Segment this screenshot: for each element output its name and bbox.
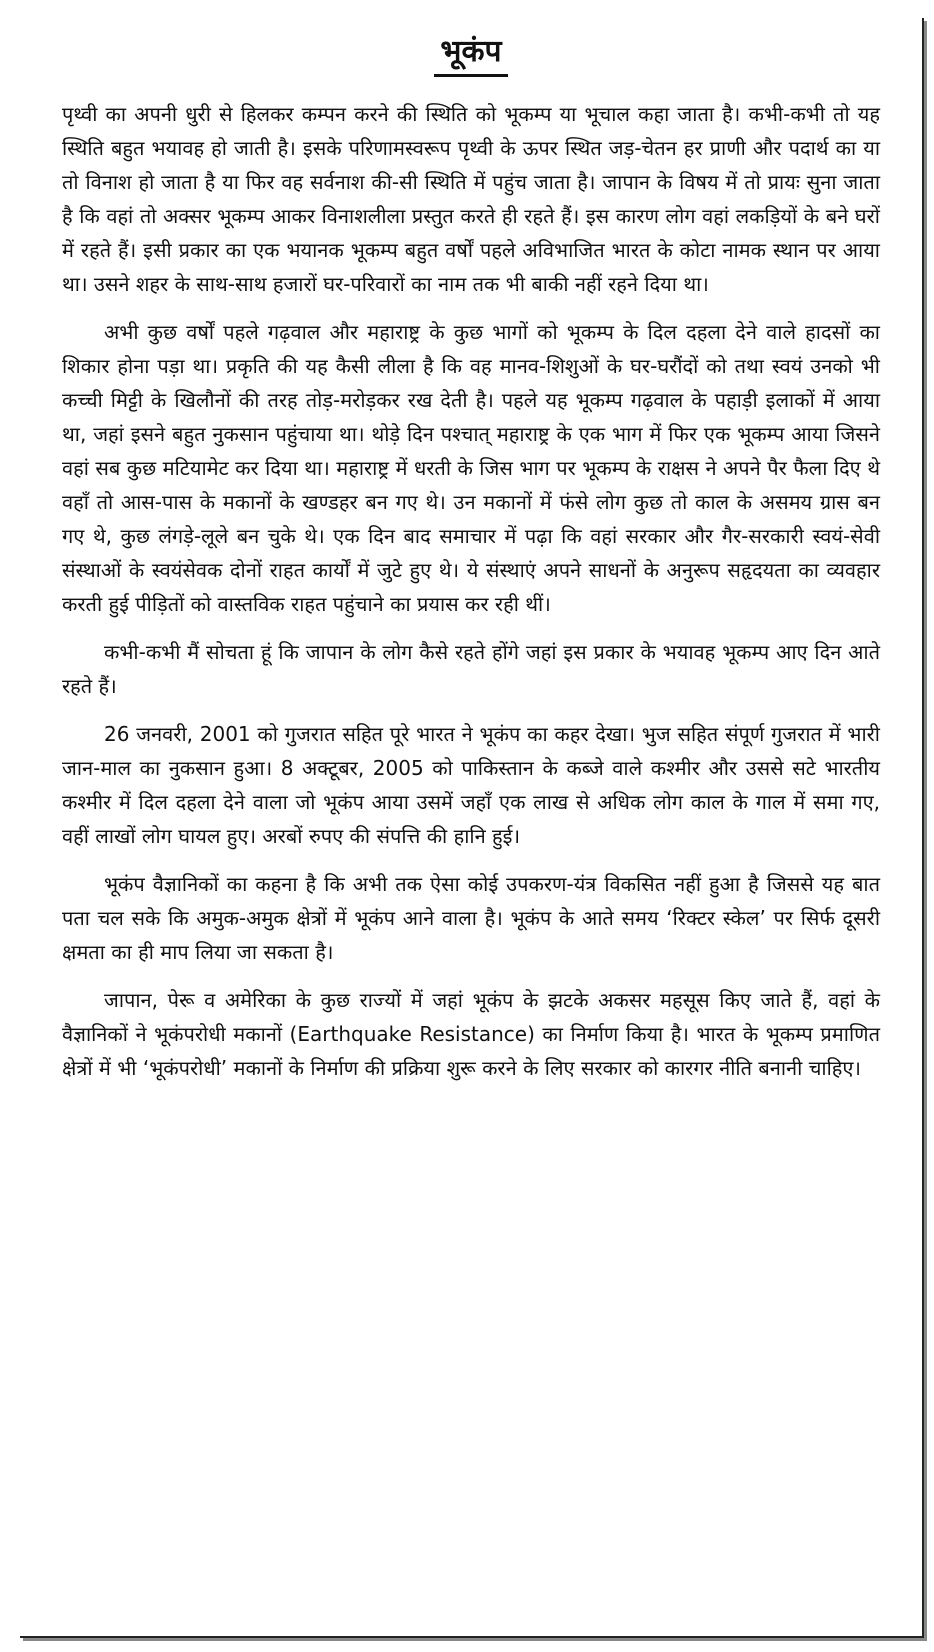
paragraph-6: जापान, पेरू व अमेरिका के कुछ राज्यों में जहां भूकंप के झटके अकसर महसूस किए जाते हैं, वहां के वैज्ञानिकों ने भूकंपरोधी मकानों (Earthquake Resistance) का निर्माण किया है। भारत के भूकम्प प्रमाणित क्षेत्रों में भी ‘भूकंपरोधी’ मकानों के निर्माण की प्रक्रिया शुरू करने के लिए सरकार को कारगर नीति बनानी चाहिए। bbox=[62, 988, 880, 1080]
paragraph-1: पृथ्वी का अपनी धुरी से हिलकर कम्पन करने की स्थिति को भूकम्प या भूचाल कहा जाता है। कभी-कभी तो यह स्थिति बहुत भयावह हो जाती है। इसके परिणामस्वरूप पृथ्वी के ऊपर स्थित जड़-चेतन हर प्राणी और पदार्थ का या तो विनाश हो जाता है या फिर वह सर्वनाश की-सी स्थिति में पहुंच जाता है। जापान के विषय में तो प्रायः सुना जाता है कि वहां तो अक्सर भूकम्प आकर विनाशलीला प्रस्तुत करते ही रहते हैं। इस कारण लोग वहां लकड़ियों के बने घरों में रहते हैं। इसी प्रकार का एक भयानक भूकम्प बहुत वर्षों पहले अविभाजित भारत के कोटा नामक स्थान पर आया था। उसने शहर के साथ-साथ हजारों घर-परिवारों का नाम तक भी बाकी नहीं रहने दिया था। bbox=[62, 102, 880, 296]
page-title: भूकंप bbox=[434, 32, 507, 77]
document-page bbox=[20, 18, 924, 1638]
document-body bbox=[20, 97, 922, 1085]
paragraph-3: कभी-कभी मैं सोचता हूं कि जापान के लोग कैसे रहते होंगे जहां इस प्रकार के भयावह भूकम्प आए दिन आते रहते हैं। bbox=[62, 640, 880, 698]
title-container bbox=[20, 32, 922, 77]
paragraph-5: भूकंप वैज्ञानिकों का कहना है कि अभी तक ऐसा कोई उपकरण-यंत्र विकसित नहीं हुआ है जिससे यह बात पता चल सके कि अमुक-अमुक क्षेत्रों में भूकंप आने वाला है। भूकंप के आते समय ‘रिक्टर स्केल’ पर सिर्फ दूसरी क्षमता का ही माप लिया जा सकता है। bbox=[62, 872, 880, 964]
paragraph-4: 26 जनवरी, 2001 को गुजरात सहित पूरे भारत ने भूकंप का कहर देखा। भुज सहित संपूर्ण गुजरात में भारी जान-माल का नुकसान हुआ। 8 अक्टूबर, 2005 को पाकिस्तान के कब्जे वाले कश्मीर और उससे सटे भारतीय कश्मीर में दिल दहला देने वाला जो भूकंप आया उसमें जहाँ एक लाख से अधिक लोग काल के गाल में समा गए, वहीं लाखों लोग घायल हुए। अरबों रुपए की संपत्ति की हानि हुई। bbox=[62, 722, 880, 848]
paragraph-2: अभी कुछ वर्षों पहले गढ़वाल और महाराष्ट्र के कुछ भागों को भूकम्प के दिल दहला देने वाले हादसों का शिकार होना पड़ा था। प्रकृति की यह कैसी लीला है कि वह मानव-शिशुओं के घर-घरौंदों को तथा स्वयं उनको भी कच्ची मिट्टी के खिलौनों की तरह तोड़-मरोड़कर रख देती है। पहले यह भूकम्प गढ़वाल के पहाड़ी इलाकों में आया था, जहां इसने बहुत नुकसान पहुंचाया था। थोड़े दिन पश्चात् महाराष्ट्र के एक भाग में फिर एक भूकम्प आया जिसने वहां सब कुछ मटियामेट कर दिया था। महाराष्ट्र में धरती के जिस भाग पर भूकम्प के राक्षस ने अपने पैर फैला दिए थे वहाँ तो आस-पास के मकानों के खण्डहर बन गए थे। उन मकानों में फंसे लोग कुछ तो काल के असमय ग्रास बन गए थे, कुछ लंगड़े-लूले बन चुके थे। एक दिन बाद समाचार में पढ़ा कि वहां सरकार और गैर-सरकारी स्वयं-सेवी संस्थाओं के स्वयंसेवक दोनों राहत कार्यों में जुटे हुए थे। ये संस्थाएं अपने साधनों के अनुरूप सहृदयता का व्यवहार करती हुई पीड़ितों को वास्तविक राहत पहुंचाने का प्रयास कर रही थीं। bbox=[62, 320, 880, 616]
